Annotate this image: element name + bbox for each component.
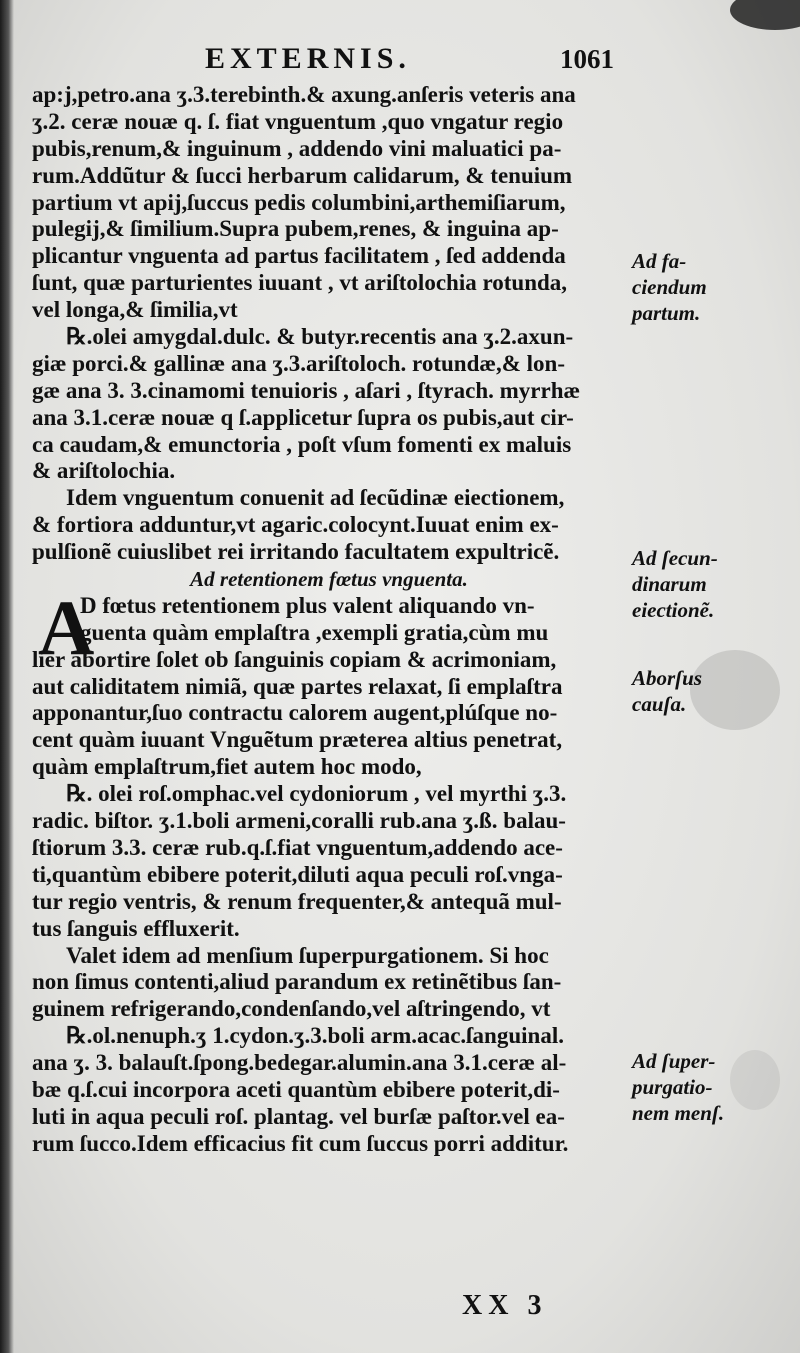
recipe-line: ℞.olei amygdal.dulc. & butyr.recentis ana ʒ.2.axun- xyxy=(66,324,574,350)
text-line: rum.Addũtur & ſucci herbarum calidarum, & tenuium xyxy=(32,162,573,188)
margin-note-partum xyxy=(632,248,792,326)
paragraph-start: Idem vnguentum conuenit ad ſecũdinæ eiectionem, xyxy=(66,485,565,511)
signature-mark: XX 3 xyxy=(462,1290,548,1321)
text-line: bæ q.ſ.cui incorpora aceti quantùm ebibere poterit,di- xyxy=(32,1076,560,1102)
margin-note-line: partum. xyxy=(632,301,701,325)
page-corner-shadow xyxy=(730,0,800,30)
text-line: gæ ana 3. 3.cinamomi tenuioris , aſari , ſtyrach. myrrhæ xyxy=(32,377,581,403)
text-line: guinem refrigerando,condenſando,vel aſtringendo, vt xyxy=(32,996,551,1022)
margin-note-line: Ad ſuper- xyxy=(632,1049,716,1073)
section-heading: Ad retentionem fœtus vnguenta. xyxy=(190,567,468,592)
margin-note-secundinarum xyxy=(632,545,792,623)
margin-note-line: Aborſus xyxy=(632,666,703,690)
text-line: & fortiora adduntur,vt agaric.colocynt.Iuuat enim ex- xyxy=(32,512,559,538)
text-line: pulegij,& ſimilium.Supra pubem,renes, & inguina ap- xyxy=(32,216,559,242)
body-text xyxy=(32,82,626,1158)
text-line: tur regio ventris, & renum frequenter,& antequã mul- xyxy=(32,888,562,914)
text-line: vel longa,& ſimilia,vt xyxy=(32,297,238,323)
page-header xyxy=(0,40,800,80)
text-line: D fœtus retentionem plus valent aliquando vn- xyxy=(80,592,535,618)
drop-cap: A xyxy=(38,583,95,671)
running-title: EXTERNIS. xyxy=(205,42,411,75)
page-edge-shadow xyxy=(0,0,14,1353)
margin-note-line: nem menſ. xyxy=(632,1101,725,1125)
text-line: guenta quàm emplaſtra ,exempli gratia,cùm mu xyxy=(80,619,549,645)
recipe-line: ℞. olei roſ.omphac.vel cydoniorum , vel myrthi ʒ.3. xyxy=(66,781,567,807)
text-line: pulſionẽ cuiuslibet rei irritando facultatem expultricẽ. xyxy=(32,539,560,565)
recipe-line: ℞.ol.nenuph.ʒ 1.cydon.ʒ.3.boli arm.acac.ſanguinal. xyxy=(66,1023,564,1049)
text-line: ca caudam,& emunctoria , poſt vſum fomenti ex maluis xyxy=(32,431,572,457)
text-line: aut caliditatem nimiã, quæ partes relaxat, ſi emplaſtra xyxy=(32,673,563,699)
margin-note-superpurgatio xyxy=(632,1048,792,1126)
margin-note-aborsus xyxy=(632,665,792,717)
paragraph-start: Valet idem ad menſium ſuperpurgationem. Si hoc xyxy=(66,942,549,968)
text-line: non ſimus contenti,aliud parandum ex retinẽtibus ſan- xyxy=(32,969,562,995)
margin-note-line: Ad fa- xyxy=(632,249,687,273)
text-line: & ariſtolochia. xyxy=(32,458,176,484)
margin-note-line: eiectionẽ. xyxy=(632,598,715,622)
text-line: ʒ.2. ceræ nouæ q. ſ. fiat vnguentum ,quo vngatur regio xyxy=(32,108,564,134)
margin-note-line: purgatio- xyxy=(632,1075,713,1099)
text-line: ſunt, quæ parturientes iuuant , vt ariſtolochia rotunda, xyxy=(32,270,568,296)
text-line: ana 3.1.ceræ nouæ q ſ.applicetur ſupra os pubis,aut cir- xyxy=(32,404,574,430)
margin-note-line: ciendum xyxy=(632,275,707,299)
text-line: ſtiorum 3.3. ceræ rub.q.ſ.fiat vnguentum,addendo ace- xyxy=(32,834,563,860)
text-line: tus ſanguis effluxerit. xyxy=(32,915,240,941)
text-line: cent quàm iuuant Vnguẽtum præterea altius penetrat, xyxy=(32,727,563,753)
text-line: partium vt apij,ſuccus pedis columbini,arthemiſiarum, xyxy=(32,189,566,215)
margin-note-line: dinarum xyxy=(632,572,707,596)
text-line: ap:j,petro.ana ʒ.3.terebinth.& axung.anſeris veteris ana xyxy=(32,82,576,107)
text-line: luti in aqua peculi roſ. plantag. vel burſæ paſtor.vel ea- xyxy=(32,1103,565,1129)
text-line: apponantur,ſuo contractu calorem augent,plúſque no- xyxy=(32,700,558,726)
margin-note-line: cauſa. xyxy=(632,692,687,716)
text-line: rum ſucco.Idem efficacius fit cum ſuccus porri additur. xyxy=(32,1130,569,1156)
text-line: ana ʒ. 3. balauſt.ſpong.bedegar.alumin.ana 3.1.ceræ al- xyxy=(32,1050,567,1076)
text-line: quàm emplaſtrum,fiet autem hoc modo, xyxy=(32,754,422,780)
text-line: plicantur vnguenta ad partus facilitatem , ſed addenda xyxy=(32,243,566,269)
text-line: lier abortire ſolet ob ſanguinis copiam & acrimoniam, xyxy=(32,646,557,672)
text-line: ti,quantùm ebibere poterit,diluti aqua peculi roſ.vnga- xyxy=(32,861,563,887)
text-line: giæ porci.& gallinæ ana ʒ.3.ariſtoloch. rotundæ,& lon- xyxy=(32,350,565,376)
text-line: radic. biſtor. ʒ.1.boli armeni,coralli rub.ana ʒ.ß. balau- xyxy=(32,808,566,834)
page-number: 1061 xyxy=(560,44,614,74)
margin-note-line: Ad ſecun- xyxy=(632,546,718,570)
text-line: pubis,renum,& inguinum , addendo vini maluatici pa- xyxy=(32,135,562,161)
